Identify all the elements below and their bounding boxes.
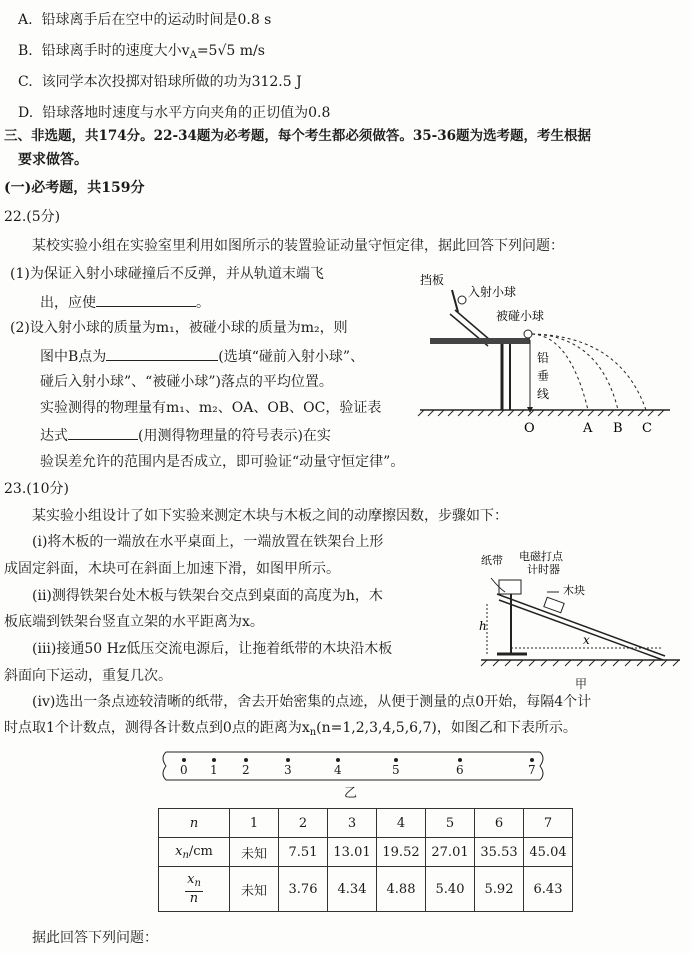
q23-step-iii: (iii)接通50 Hz低压交流电源后，让拖着纸带的木块沿木板 [32, 641, 393, 657]
data-table [158, 808, 573, 912]
incline-apparatus-figure [475, 548, 685, 680]
table-cell: 6 [475, 809, 524, 838]
subscript: n [182, 849, 189, 861]
momentum-apparatus-figure [410, 270, 680, 445]
q22-sub1-cont [40, 292, 210, 313]
label-B: B [613, 421, 623, 436]
label-target-ball: 被碰小球 [496, 309, 545, 323]
tape-point-label: 5 [392, 763, 400, 777]
text: x [187, 872, 195, 887]
tape-point-label: 3 [284, 763, 292, 777]
label-baffle: 挡板 [420, 273, 445, 287]
q23-step-i: (i)将木板的一端放在水平桌面上，一端放置在铁架台上形 [32, 534, 384, 550]
q23-step-ii: (ii)测得铁架台处木板与铁架台交点到桌面的高度为h，木 [32, 588, 383, 604]
table-cell: n [159, 809, 230, 838]
section-heading-cont: 要求做答。 [18, 152, 88, 168]
q22-sub2-line4: 实验测得的物理量有m₁、m₂、OA、OB、OC，验证表 [40, 400, 382, 416]
tape-point-label: 2 [242, 763, 250, 777]
option-letter: C. [18, 74, 33, 90]
table-cell: 2 [279, 809, 328, 838]
option-text: 该同学本次投掷对铅球所做的功为312.5 J [41, 74, 302, 90]
table-cell: 45.04 [524, 838, 573, 867]
label-x: x [583, 633, 590, 647]
subscript: n [309, 727, 317, 738]
label-timer: 计时器 [527, 563, 560, 576]
table-cell: 5.92 [475, 867, 524, 912]
q23-step-iv: (iv)选出一条点迹较清晰的纸带，舍去开始密集的点迹，从便于测量的点0开始，每隔4个计 [32, 694, 592, 710]
tape-point-label: 6 [456, 763, 464, 777]
option-text: 铅球离手后在空中的运动时间是0.8 s [41, 12, 272, 28]
label-block: 木块 [563, 584, 585, 597]
text: (n=1,2,3,4,5,6,7)，如图乙和下表所示。 [316, 720, 577, 736]
q22-sub2-line3: 碰后入射小球”、“被碰小球”)落点的平均位置。 [40, 374, 333, 390]
table-row-label [159, 867, 230, 912]
table-cell: 19.52 [377, 838, 426, 867]
answer-blank[interactable] [68, 425, 138, 440]
option-text: 铅球离手时的速度大小v [41, 43, 190, 59]
text: 时点取1个计数点，测得各计数点到0点的距离为x [4, 720, 310, 736]
section-heading: 三、非选题，共174分。22-34题为必考题，每个考生都必须做答。35-36题为选考题，考生根据 [4, 128, 592, 144]
option-d [18, 103, 330, 123]
q23-step-i-cont: 成固定斜面，木块可在斜面上加速下滑，如图甲所示。 [4, 561, 340, 577]
table-cell: 未知 [230, 867, 279, 912]
answer-blank[interactable] [96, 292, 196, 307]
label-plumb: 铅 [537, 351, 550, 365]
table-cell: 7 [524, 809, 573, 838]
label-timer: 电磁打点 [519, 550, 563, 563]
option-letter: A. [18, 12, 33, 28]
table-cell: 4.34 [328, 867, 377, 912]
q23-step-iii-cont: 斜面向下运动，重复几次。 [4, 668, 172, 684]
subscript: A [189, 50, 197, 61]
q23-tail: 据此回答下列问题： [32, 930, 158, 946]
table-row [159, 867, 573, 912]
text: x [175, 843, 183, 859]
text: (用测得物理量的符号表示)在实 [138, 428, 331, 444]
option-letter: D. [18, 105, 34, 121]
table-cell: 未知 [230, 838, 279, 867]
tape-point-label: 7 [528, 763, 536, 777]
option-letter: B. [18, 43, 33, 59]
table-cell: 4 [377, 809, 426, 838]
table-cell: 5 [426, 809, 475, 838]
q23-step-iv-cont [4, 718, 577, 743]
option-text-tail: =5√5 m/s [196, 43, 265, 59]
table-cell: 1 [230, 809, 279, 838]
figure-label-jia: 甲 [575, 677, 588, 691]
q22-sub2-line6: 验误差允许的范围内是否成立，即可验证“动量守恒定律”。 [40, 454, 405, 470]
table-cell: 5.40 [426, 867, 475, 912]
table-cell: 27.01 [426, 838, 475, 867]
q23-intro: 某实验小组设计了如下实验来测定木块与木板之间的动摩擦因数，步骤如下： [32, 508, 508, 524]
label-h: h [479, 619, 487, 633]
text: 图中B点为 [40, 349, 107, 365]
q23-number: 23.(10分) [4, 481, 70, 497]
text: n [189, 891, 199, 906]
answer-blank[interactable] [106, 346, 218, 361]
fraction [185, 873, 203, 906]
text: (选填“碰前入射小球”、 [218, 349, 365, 365]
table-cell: 13.01 [328, 838, 377, 867]
table-cell: 3 [328, 809, 377, 838]
text: 出，应使 [40, 295, 96, 311]
q22-sub2: (2)设入射小球的质量为m₁，被碰小球的质量为m₂，则 [10, 320, 348, 336]
table-header-row [159, 809, 573, 838]
label-tape: 纸带 [481, 554, 503, 567]
part-heading: (一)必考题，共159分 [4, 180, 145, 196]
option-c [18, 72, 302, 92]
label-incident-ball: 入射小球 [468, 285, 517, 299]
table-row [159, 838, 573, 867]
q23-step-ii-cont: 板底端到铁架台竖直立架的水平距离为x。 [4, 614, 264, 630]
option-b [18, 41, 265, 66]
figure-label-yi: 乙 [344, 786, 358, 801]
label-plumb: 垂 [537, 369, 550, 383]
tape-point-label: 4 [334, 763, 342, 777]
subscript: n [194, 878, 201, 889]
option-text: 铅球落地时速度与水平方向夹角的正切值为0.8 [42, 105, 331, 121]
tape-point-label: 1 [210, 763, 218, 777]
table-row-label [159, 838, 230, 867]
q22-number: 22.(5分) [4, 209, 61, 225]
label-O: O [524, 421, 535, 436]
table-cell: 6.43 [524, 867, 573, 912]
q22-sub1: (1)为保证入射小球碰撞后不反弹，并从轨道末端飞 [10, 266, 324, 282]
table-cell: 35.53 [475, 838, 524, 867]
q22-sub2-line5 [40, 425, 331, 446]
table-cell: 7.51 [279, 838, 328, 867]
label-C: C [642, 421, 652, 436]
q22-sub2-line2 [40, 346, 364, 367]
tape-point-label: 0 [180, 763, 188, 777]
text: 达式 [40, 428, 68, 444]
table-cell: 4.88 [377, 867, 426, 912]
label-A: A [583, 421, 593, 436]
table-cell: 3.76 [279, 867, 328, 912]
label-plumb: 线 [537, 387, 550, 401]
option-a [18, 10, 271, 30]
q22-intro: 某校实验小组在实验室里利用如图所示的装置验证动量守恒定律，据此回答下列问题： [32, 238, 564, 254]
unit: /cm [188, 843, 213, 859]
text: 。 [196, 295, 210, 311]
